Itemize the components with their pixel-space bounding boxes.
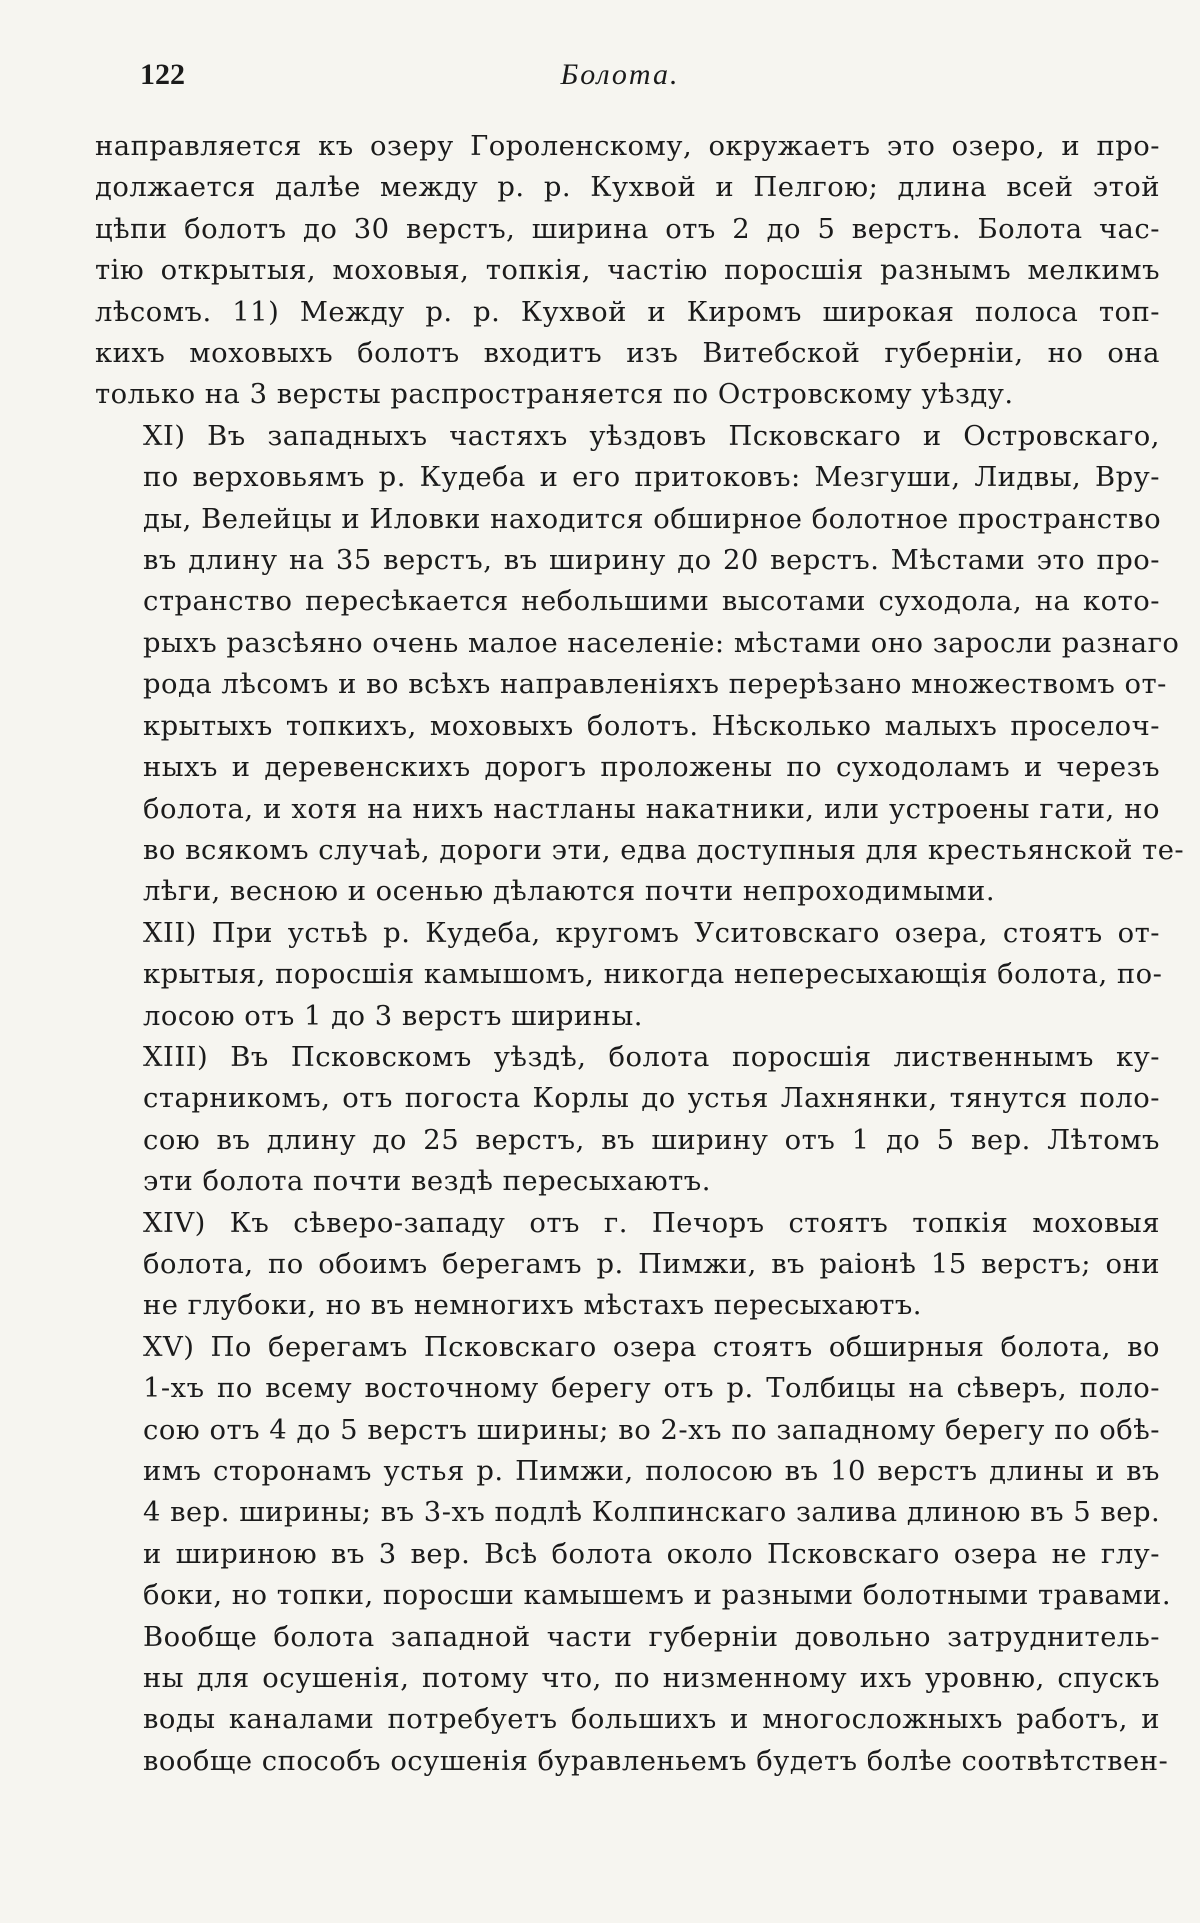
text-line: только на 3 версты распространяется по Островскому уѣзду. xyxy=(95,379,1014,411)
paragraph-2 xyxy=(95,416,1185,913)
text-line: не глубоки, но въ немногихъ мѣстахъ пересыхаютъ. xyxy=(143,1290,923,1322)
text-line: рыхъ разсѣяно очень малое населеніе: мѣстами оно заросли разнаго xyxy=(143,627,1180,659)
text-line: крытыхъ топкихъ, моховыхъ болотъ. Нѣсколько малыхъ проселоч- xyxy=(143,710,1160,742)
text-line: въ длину на 35 верстъ, въ ширину до 20 верстъ. Мѣстами это про- xyxy=(143,545,1160,577)
text-line: тію открытыя, моховыя, топкія, частію поросшія разнымъ мелкимъ xyxy=(95,255,1160,287)
text-line: рода лѣсомъ и во всѣхъ направленіяхъ перерѣзано множествомъ от- xyxy=(143,669,1167,701)
text-line: боки, но топки, поросши камышемъ и разными болотными травами. xyxy=(143,1580,1172,1612)
text-line: старникомъ, отъ погоста Корлы до устья Лахнянки, тянутся поло- xyxy=(143,1083,1160,1115)
text-line: ды, Велейцы и Иловки находится обширное болотное пространство xyxy=(143,503,1162,535)
text-line: направляется къ озеру Гороленскому, окружаетъ это озеро, и про- xyxy=(95,131,1160,162)
text-line: болота, по обоимъ берегамъ р. Пимжи, въ раіонѣ 15 верстъ; они xyxy=(143,1248,1160,1280)
running-title: Болота. xyxy=(560,58,680,91)
text-line: лѣги, весною и осенью дѣлаются почти непроходимыми. xyxy=(143,876,996,908)
page-number: 122 xyxy=(140,58,185,91)
paragraph-4 xyxy=(95,1037,1160,1203)
text-line: Вообще болота западной части губерніи довольно затруднитель- xyxy=(143,1621,1160,1653)
text-line: XI) Въ западныхъ частяхъ уѣздовъ Псковскаго и Островскаго, xyxy=(143,420,1160,452)
text-line: кихъ моховыхъ болотъ входитъ изъ Витебской губерніи, но она xyxy=(95,338,1160,370)
paragraph-3 xyxy=(95,913,1163,1037)
text-line: по верховьямъ р. Кудеба и его притоковъ: Мезгуши, Лидвы, Вру- xyxy=(143,462,1160,494)
paragraph-5 xyxy=(95,1203,1160,1327)
text-line: XII) При устьѣ р. Кудеба, кругомъ Уситовскаго озера, стоятъ от- xyxy=(143,917,1160,949)
text-line: крытыя, поросшія камышомъ, никогда непересыхающія болота, по- xyxy=(143,959,1163,991)
paragraph-6 xyxy=(95,1327,1172,1617)
text-line: 1-хъ по всему восточному берегу отъ р. Толбицы на сѣверъ, поло- xyxy=(143,1373,1160,1405)
text-line: во всякомъ случаѣ, дороги эти, едва доступныя для крестьянской те- xyxy=(143,834,1185,866)
text-line: XIV) Къ сѣверо-западу отъ г. Печоръ стоятъ топкія моховыя xyxy=(143,1207,1160,1239)
text-line: должается далѣе между р. р. Кухвой и Пелгою; длина всей этой xyxy=(95,172,1160,204)
text-line: ны для осушенія, потому что, по низменному ихъ уровню, спускъ xyxy=(143,1663,1160,1695)
text-body xyxy=(95,126,1185,1782)
text-line: цѣпи болотъ до 30 верстъ, ширина отъ 2 до 5 верстъ. Болота час- xyxy=(95,213,1160,245)
text-line: имъ сторонамъ устья р. Пимжи, полосою въ 10 верстъ длины и въ xyxy=(143,1456,1160,1487)
paragraph-1 xyxy=(95,126,1160,416)
text-line: вообще способъ осушенія буравленьемъ будетъ болѣе соотвѣтствен- xyxy=(143,1745,1169,1777)
text-line: 4 вер. ширины; въ 3-хъ подлѣ Колпинскаго залива длиною въ 5 вер. xyxy=(143,1497,1161,1529)
text-line: лосою отъ 1 до 3 верстъ ширины. xyxy=(143,1000,643,1032)
text-line: сою въ длину до 25 верстъ, въ ширину отъ 1 до 5 вер. Лѣтомъ xyxy=(143,1124,1160,1156)
text-line: странство пересѣкается небольшими высотами суходола, на кото- xyxy=(143,586,1160,618)
text-line: эти болота почти вездѣ пересыхаютъ. xyxy=(143,1166,711,1198)
paragraph-7 xyxy=(95,1617,1169,1783)
text-line: лѣсомъ. 11) Между р. р. Кухвой и Киромъ широкая полоса топ- xyxy=(95,296,1160,328)
page-header xyxy=(0,56,1200,100)
text-line: и шириною въ 3 вер. Всѣ болота около Псковскаго озера не глу- xyxy=(143,1538,1160,1570)
text-line: XV) По берегамъ Псковскаго озера стоятъ обширныя болота, во xyxy=(143,1331,1160,1363)
text-line: XIII) Въ Псковскомъ уѣздѣ, болота поросшія лиственнымъ ку- xyxy=(143,1041,1160,1073)
text-line: болота, и хотя на нихъ настланы накатники, или устроены гати, но xyxy=(143,793,1160,825)
text-line: сою отъ 4 до 5 верстъ ширины; во 2-хъ по западному берегу по обѣ- xyxy=(143,1414,1160,1446)
text-line: ныхъ и деревенскихъ дорогъ проложены по суходоламъ и черезъ xyxy=(143,752,1160,784)
text-line: воды каналами потребуетъ большихъ и многосложныхъ работъ, и xyxy=(143,1704,1160,1736)
